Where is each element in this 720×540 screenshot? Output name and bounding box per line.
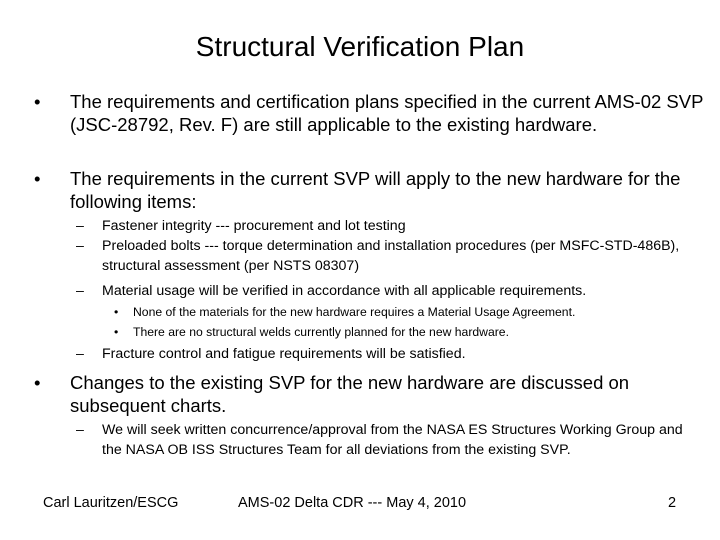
bullet-1-text: The requirements and certification plans specified in the current AMS-02 SVP (JSC-28792, Rev. F) are still applicable to the existing hardware.: [70, 91, 704, 135]
sub-item-text: Preloaded bolts --- torque determination and installation procedures (per MSFC-STD-486B), structural assessment (per NSTS 08307): [102, 238, 680, 274]
bullet-1: [34, 90, 718, 136]
bullet-2: [34, 167, 718, 213]
bullet-3-text: Changes to the existing SVP for the new hardware are discussed on subsequent charts.: [70, 372, 630, 416]
bullet-marker: •: [34, 372, 41, 393]
sub-item-text: Material usage will be verified in accordance with all applicable requirements.: [102, 283, 587, 299]
sub-item-text: We will seek written concurrence/approval from the NASA ES Structures Working Group and the NASA OB ISS Structures Team for all deviations from the existing SVP.: [102, 422, 683, 458]
bullet-3: [34, 371, 718, 417]
dash-marker: –: [76, 238, 84, 254]
sub-item-text: Fastener integrity --- procurement and lot testing: [102, 218, 406, 234]
sub-item-text: Fracture control and fatigue requirements will be satisfied.: [102, 346, 466, 362]
bullet-2-text: The requirements in the current SVP will apply to the new hardware for the following items:: [70, 168, 681, 212]
slide-title: Structural Verification Plan: [195, 31, 525, 62]
page-number: 2: [668, 495, 677, 511]
dash-marker: –: [76, 283, 84, 299]
sub-item-preloaded-bolts: [76, 237, 702, 276]
dash-marker: –: [76, 218, 84, 234]
footer-event-date: AMS-02 Delta CDR --- May 4, 2010: [238, 495, 467, 511]
dash-marker: –: [76, 422, 84, 438]
bullet-marker: •: [34, 91, 41, 112]
sub-item-fastener: [76, 217, 702, 237]
footer-author: Carl Lauritzen/ESCG: [43, 495, 179, 511]
bullet-marker: •: [114, 305, 119, 319]
sub-item-fracture-control: [76, 345, 702, 365]
detail-item-welds: [114, 323, 703, 341]
sub-item-concurrence: [76, 421, 702, 460]
detail-item-material-agreement: [114, 303, 703, 321]
sub-item-material-usage: [76, 282, 702, 302]
detail-item-text: There are no structural welds currently planned for the new hardware.: [133, 325, 509, 339]
dash-marker: –: [76, 346, 84, 362]
bullet-marker: •: [114, 325, 119, 339]
bullet-marker: •: [34, 168, 41, 189]
detail-item-text: None of the materials for the new hardware requires a Material Usage Agreement.: [133, 305, 576, 319]
